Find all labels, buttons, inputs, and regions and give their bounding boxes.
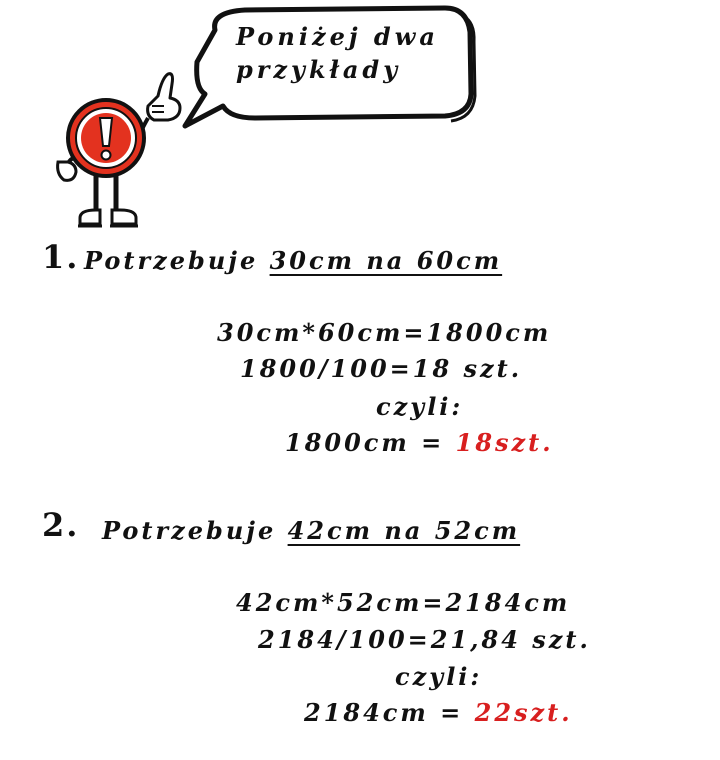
example-2-final	[304, 698, 573, 727]
example-1-calc-area: 30cm*60cm=1800cm	[217, 318, 552, 347]
example-1-calc-divide: 1800/100=18 szt.	[240, 354, 523, 383]
example-2-calc-area: 42cm*52cm=2184cm	[236, 588, 571, 617]
example-1-number: 1.	[42, 238, 80, 276]
bubble-line-1: Poniżej dwa	[236, 22, 439, 51]
example-2-czyli: czyli:	[395, 662, 483, 691]
example-1-dimensions: 30cm na 60cm	[269, 246, 503, 275]
shoes-icon	[78, 210, 138, 226]
example-1-final	[285, 428, 554, 457]
exclamation-warning-sign-mascot-icon	[40, 60, 230, 240]
example-1-czyli: czyli:	[376, 392, 464, 421]
example-1-final-left: 1800cm =	[285, 428, 445, 457]
example-2-number: 2.	[42, 506, 80, 544]
example-2-heading	[102, 516, 520, 545]
example-2-dimensions: 42cm na 52cm	[287, 516, 521, 545]
example-1-result: 18szt.	[455, 428, 554, 457]
example-2-result: 22szt.	[474, 698, 573, 727]
bubble-line-2: przykłady	[236, 55, 402, 84]
example-2-calc-divide: 2184/100=21,84 szt.	[258, 625, 591, 654]
example-1-prefix: Potrzebuje	[84, 246, 259, 275]
example-2-prefix: Potrzebuje	[102, 516, 277, 545]
speech-bubble-text	[236, 20, 439, 86]
example-1-heading	[84, 246, 502, 275]
example-2-final-left: 2184cm =	[304, 698, 464, 727]
